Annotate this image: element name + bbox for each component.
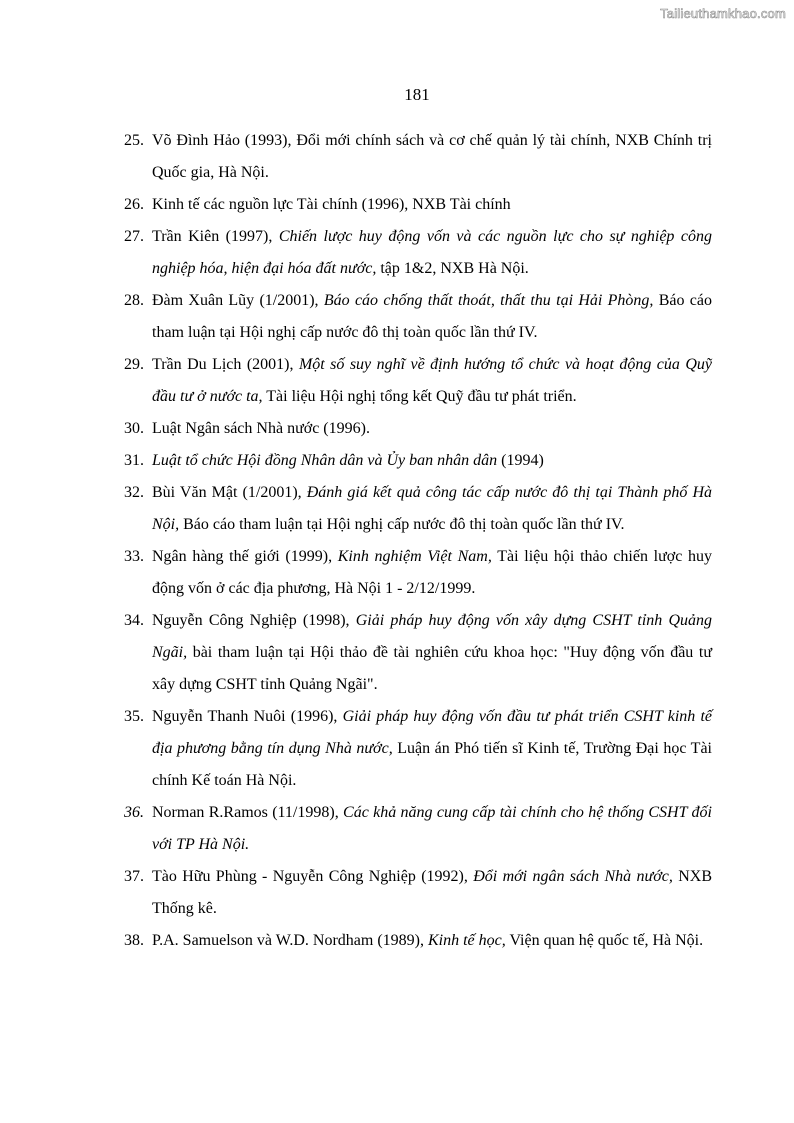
reference-publisher: Tài liệu Hội nghị tổng kết Quỹ đầu tư phát triển. (262, 388, 577, 405)
reference-publisher: Tài liệu hội thảo chiến lược huy động vốn ở các địa phương, Hà Nội 1 - 2/12/1999. (152, 548, 712, 597)
reference-text: Luật Ngân sách Nhà nước (1996). (152, 420, 370, 437)
reference-item (124, 189, 712, 221)
reference-item (124, 861, 712, 925)
reference-item (124, 413, 712, 445)
reference-list (124, 125, 712, 957)
reference-number: 31. (124, 452, 144, 469)
reference-number: 32. (124, 484, 144, 501)
reference-title: Báo cáo chống thất thoát, thất thu tại Hải Phòng, (323, 292, 654, 309)
reference-publisher: Luận án Phó tiến sĩ Kinh tế, Trường Đại học Tài chính Kế toán Hà Nội. (152, 740, 713, 789)
reference-title: Đổi mới ngân sách Nhà nước, (473, 868, 673, 885)
reference-number: 27. (124, 228, 144, 245)
reference-title: Các khả năng cung cấp tài chính cho hệ thống CSHT đối với TP Hà Nội. (152, 804, 712, 853)
reference-author: Ngân hàng thế giới (1999), (152, 548, 338, 565)
reference-number: 28. (124, 292, 144, 309)
reference-title: Luật tổ chức Hội đồng Nhân dân và Ủy ban nhân dân (152, 452, 498, 469)
reference-item (124, 925, 712, 957)
watermark: Tailieuthamkhao.com (660, 6, 786, 21)
reference-author: Nguyễn Công Nghiệp (1998), (152, 612, 356, 629)
reference-publisher: NXB Thống kê. (152, 868, 713, 917)
reference-title: Giải pháp huy động vốn đầu tư phát triển CSHT kinh tế địa phương bằng tín dụng Nhà nước, (152, 708, 712, 757)
reference-item (124, 605, 712, 701)
reference-item (124, 797, 712, 861)
reference-title: Đánh giá kết quả công tác cấp nước đô thị tại Thành phố Hà Nội, (152, 484, 713, 533)
reference-author: Norman R.Ramos (11/1998), (152, 804, 344, 821)
reference-item (124, 701, 712, 797)
reference-text: Võ Đình Hảo (1993), Đổi mới chính sách và cơ chế quản lý tài chính, NXB Chính trị Quốc gia, Hà Nội. (152, 132, 712, 181)
reference-text: Kinh tế các nguồn lực Tài chính (1996), NXB Tài chính (152, 196, 511, 213)
reference-author: Bùi Văn Mật (1/2001), (152, 484, 307, 501)
reference-number: 33. (124, 548, 144, 565)
reference-author: P.A. Samuelson và W.D. Nordham (1989), (152, 932, 428, 949)
reference-title: Một số suy nghĩ về định hướng tổ chức và hoạt động của Quỹ đầu tư ở nước ta, (152, 356, 713, 405)
reference-number: 25. (124, 132, 144, 149)
reference-author: Nguyễn Thanh Nuôi (1996), (152, 708, 343, 725)
reference-title: Kinh tế học, (427, 932, 506, 949)
reference-item (124, 349, 712, 413)
reference-title: Giải pháp huy động vốn xây dựng CSHT tỉnh Quảng Ngãi, (152, 612, 712, 661)
reference-item (124, 445, 712, 477)
reference-number: 35. (124, 708, 144, 725)
reference-number: 36. (124, 804, 144, 821)
page-number: 181 (404, 85, 430, 104)
reference-item (124, 125, 712, 189)
reference-publisher: (1994) (497, 452, 544, 469)
reference-author: Đàm Xuân Lũy (1/2001), (152, 292, 324, 309)
reference-number: 37. (124, 868, 144, 885)
reference-author: Trần Kiên (1997), (152, 228, 279, 245)
reference-item (124, 541, 712, 605)
reference-title: Chiến lược huy động vốn và các nguồn lực cho sự nghiệp công nghiệp hóa, hiện đại hóa đất nước, (152, 228, 713, 277)
reference-publisher: Báo cáo tham luận tại Hội nghị cấp nước đô thị toàn quốc lần thứ IV. (152, 292, 712, 341)
reference-item (124, 477, 712, 541)
reference-number: 38. (124, 932, 144, 949)
reference-author: Trần Du Lịch (2001), (152, 356, 299, 373)
reference-publisher: Báo cáo tham luận tại Hội nghị cấp nước đô thị toàn quốc lần thứ IV. (179, 516, 625, 533)
reference-item (124, 221, 712, 285)
reference-author: Tào Hữu Phùng - Nguyễn Công Nghiệp (1992), (152, 868, 474, 885)
reference-number: 34. (124, 612, 144, 629)
reference-number: 30. (124, 420, 144, 437)
reference-title: Kinh nghiệm Việt Nam, (337, 548, 492, 565)
reference-publisher: bài tham luận tại Hội thảo đề tài nghiên cứu khoa học: "Huy động vốn đầu tư xây dựng CSHT tỉnh Quảng Ngãi". (152, 644, 712, 693)
reference-publisher: tập 1&2, NXB Hà Nội. (376, 260, 529, 277)
reference-number: 26. (124, 196, 144, 213)
reference-item (124, 285, 712, 349)
reference-number: 29. (124, 356, 144, 373)
reference-publisher: Viện quan hệ quốc tế, Hà Nội. (505, 932, 704, 949)
